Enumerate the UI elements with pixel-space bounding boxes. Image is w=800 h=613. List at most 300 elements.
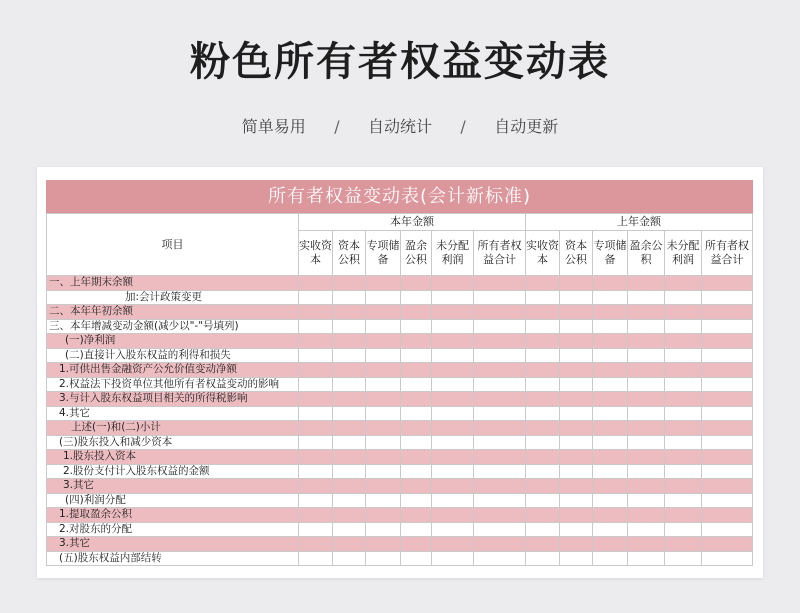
prev-col-header: 专项储备 xyxy=(593,231,628,276)
value-cell[interactable] xyxy=(299,450,333,465)
sheet-banner: 所有者权益变动表(会计新标准) xyxy=(46,180,753,213)
table-row xyxy=(47,290,753,305)
prev-col-header: 盈余公积 xyxy=(628,231,665,276)
value-cell[interactable] xyxy=(702,392,753,407)
value-cell[interactable] xyxy=(593,290,628,305)
value-cell[interactable] xyxy=(702,319,753,334)
cur-col-header: 资本公积 xyxy=(333,231,366,276)
value-cell[interactable] xyxy=(432,435,474,450)
value-cell[interactable] xyxy=(628,522,665,537)
value-cell[interactable] xyxy=(366,319,401,334)
value-cell[interactable] xyxy=(333,363,366,378)
value-cell[interactable] xyxy=(593,348,628,363)
value-cell[interactable] xyxy=(432,493,474,508)
value-cell[interactable] xyxy=(560,363,593,378)
value-cell[interactable] xyxy=(299,493,333,508)
value-cell[interactable] xyxy=(333,479,366,494)
value-cell[interactable] xyxy=(560,435,593,450)
value-cell[interactable] xyxy=(526,392,560,407)
value-cell[interactable] xyxy=(593,450,628,465)
value-cell[interactable] xyxy=(665,305,702,320)
value-cell[interactable] xyxy=(299,377,333,392)
value-cell[interactable] xyxy=(432,290,474,305)
value-cell[interactable] xyxy=(474,319,526,334)
value-cell[interactable] xyxy=(401,421,432,436)
value-cell[interactable] xyxy=(665,392,702,407)
value-cell[interactable] xyxy=(299,319,333,334)
tag-separator: / xyxy=(334,117,340,136)
row-label: 1.提取盈余公积 xyxy=(47,508,299,523)
value-cell[interactable] xyxy=(366,406,401,421)
value-cell[interactable] xyxy=(401,493,432,508)
prev-col-header: 资本公积 xyxy=(560,231,593,276)
value-cell[interactable] xyxy=(628,435,665,450)
value-cell[interactable] xyxy=(593,508,628,523)
feature-tags xyxy=(0,114,800,137)
value-cell[interactable] xyxy=(526,522,560,537)
value-cell[interactable] xyxy=(702,435,753,450)
value-cell[interactable] xyxy=(665,522,702,537)
value-cell[interactable] xyxy=(526,464,560,479)
value-cell[interactable] xyxy=(333,377,366,392)
value-cell[interactable] xyxy=(432,334,474,349)
value-cell[interactable] xyxy=(593,363,628,378)
value-cell[interactable] xyxy=(299,334,333,349)
value-cell[interactable] xyxy=(299,479,333,494)
value-cell[interactable] xyxy=(432,537,474,552)
value-cell[interactable] xyxy=(366,493,401,508)
row-label: 三、本年增减变动金额(减少以"-"号填列) xyxy=(47,319,299,334)
previous-year-header: 上年金额 xyxy=(526,214,753,231)
value-cell[interactable] xyxy=(333,421,366,436)
value-cell[interactable] xyxy=(665,493,702,508)
value-cell[interactable] xyxy=(560,392,593,407)
value-cell[interactable] xyxy=(366,363,401,378)
value-cell[interactable] xyxy=(702,464,753,479)
value-cell[interactable] xyxy=(333,406,366,421)
value-cell[interactable] xyxy=(299,537,333,552)
value-cell[interactable] xyxy=(665,406,702,421)
value-cell[interactable] xyxy=(366,392,401,407)
value-cell[interactable] xyxy=(526,276,560,291)
value-cell[interactable] xyxy=(401,290,432,305)
table-row xyxy=(47,334,753,349)
value-cell[interactable] xyxy=(702,479,753,494)
value-cell[interactable] xyxy=(560,450,593,465)
value-cell[interactable] xyxy=(702,450,753,465)
value-cell[interactable] xyxy=(702,348,753,363)
value-cell[interactable] xyxy=(526,450,560,465)
value-cell[interactable] xyxy=(526,479,560,494)
value-cell[interactable] xyxy=(593,421,628,436)
value-cell[interactable] xyxy=(665,276,702,291)
value-cell[interactable] xyxy=(474,479,526,494)
value-cell[interactable] xyxy=(401,276,432,291)
value-cell[interactable] xyxy=(432,305,474,320)
table-row xyxy=(47,464,753,479)
table-row xyxy=(47,435,753,450)
table-row xyxy=(47,377,753,392)
table-row xyxy=(47,406,753,421)
value-cell[interactable] xyxy=(702,421,753,436)
value-cell[interactable] xyxy=(593,305,628,320)
value-cell[interactable] xyxy=(401,319,432,334)
value-cell[interactable] xyxy=(474,334,526,349)
value-cell[interactable] xyxy=(366,421,401,436)
value-cell[interactable] xyxy=(432,392,474,407)
value-cell[interactable] xyxy=(628,479,665,494)
value-cell[interactable] xyxy=(665,363,702,378)
tag-separator: / xyxy=(460,117,466,136)
value-cell[interactable] xyxy=(474,464,526,479)
row-label: 3.与计入股东权益项目相关的所得税影响 xyxy=(47,392,299,407)
value-cell[interactable] xyxy=(401,305,432,320)
value-cell[interactable] xyxy=(299,392,333,407)
value-cell[interactable] xyxy=(366,435,401,450)
value-cell[interactable] xyxy=(333,305,366,320)
value-cell[interactable] xyxy=(366,464,401,479)
value-cell[interactable] xyxy=(474,290,526,305)
value-cell[interactable] xyxy=(474,435,526,450)
table-row xyxy=(47,493,753,508)
cur-col-header: 所有者权益合计 xyxy=(474,231,526,276)
value-cell[interactable] xyxy=(628,377,665,392)
value-cell[interactable] xyxy=(474,406,526,421)
table-row xyxy=(47,305,753,320)
value-cell[interactable] xyxy=(299,464,333,479)
row-label: 2.权益法下投资单位其他所有者权益变动的影响 xyxy=(47,377,299,392)
tag-auto-update: 自动更新 xyxy=(494,117,559,136)
value-cell[interactable] xyxy=(401,464,432,479)
value-cell[interactable] xyxy=(366,551,401,566)
row-label: 2.对股东的分配 xyxy=(47,522,299,537)
value-cell[interactable] xyxy=(432,276,474,291)
table-row xyxy=(47,363,753,378)
value-cell[interactable] xyxy=(593,464,628,479)
row-label: 3.其它 xyxy=(47,537,299,552)
value-cell[interactable] xyxy=(702,406,753,421)
value-cell[interactable] xyxy=(526,334,560,349)
value-cell[interactable] xyxy=(593,493,628,508)
value-cell[interactable] xyxy=(299,348,333,363)
value-cell[interactable] xyxy=(474,421,526,436)
cur-col-header: 专项储备 xyxy=(366,231,401,276)
row-label: 二、本年年初余额 xyxy=(47,305,299,320)
value-cell[interactable] xyxy=(333,276,366,291)
value-cell[interactable] xyxy=(665,450,702,465)
value-cell[interactable] xyxy=(628,392,665,407)
value-cell[interactable] xyxy=(366,479,401,494)
value-cell[interactable] xyxy=(560,348,593,363)
value-cell[interactable] xyxy=(628,508,665,523)
row-label: 2.股份支付计入股东权益的金额 xyxy=(47,464,299,479)
value-cell[interactable] xyxy=(593,334,628,349)
value-cell[interactable] xyxy=(526,348,560,363)
value-cell[interactable] xyxy=(702,508,753,523)
value-cell[interactable] xyxy=(432,450,474,465)
cur-col-header: 实收资本 xyxy=(299,231,333,276)
table-row xyxy=(47,348,753,363)
value-cell[interactable] xyxy=(560,421,593,436)
value-cell[interactable] xyxy=(665,290,702,305)
value-cell[interactable] xyxy=(702,363,753,378)
value-cell[interactable] xyxy=(401,363,432,378)
value-cell[interactable] xyxy=(526,537,560,552)
value-cell[interactable] xyxy=(432,406,474,421)
value-cell[interactable] xyxy=(593,522,628,537)
value-cell[interactable] xyxy=(474,276,526,291)
value-cell[interactable] xyxy=(628,276,665,291)
value-cell[interactable] xyxy=(628,334,665,349)
value-cell[interactable] xyxy=(432,508,474,523)
row-label: 3.其它 xyxy=(47,479,299,494)
value-cell[interactable] xyxy=(432,348,474,363)
value-cell[interactable] xyxy=(299,435,333,450)
value-cell[interactable] xyxy=(560,537,593,552)
value-cell[interactable] xyxy=(474,522,526,537)
value-cell[interactable] xyxy=(366,290,401,305)
row-label: 一、上年期末余额 xyxy=(47,276,299,291)
value-cell[interactable] xyxy=(560,406,593,421)
value-cell[interactable] xyxy=(366,508,401,523)
current-year-header: 本年金额 xyxy=(299,214,526,231)
prev-col-header: 实收资本 xyxy=(526,231,560,276)
value-cell[interactable] xyxy=(560,319,593,334)
value-cell[interactable] xyxy=(333,450,366,465)
value-cell[interactable] xyxy=(665,435,702,450)
value-cell[interactable] xyxy=(401,537,432,552)
value-cell[interactable] xyxy=(401,435,432,450)
value-cell[interactable] xyxy=(560,334,593,349)
value-cell[interactable] xyxy=(665,479,702,494)
value-cell[interactable] xyxy=(333,551,366,566)
value-cell[interactable] xyxy=(560,551,593,566)
value-cell[interactable] xyxy=(432,551,474,566)
value-cell[interactable] xyxy=(702,290,753,305)
value-cell[interactable] xyxy=(333,493,366,508)
value-cell[interactable] xyxy=(333,435,366,450)
value-cell[interactable] xyxy=(432,522,474,537)
value-cell[interactable] xyxy=(628,406,665,421)
row-label: (四)利润分配 xyxy=(47,493,299,508)
value-cell[interactable] xyxy=(702,305,753,320)
value-cell[interactable] xyxy=(526,290,560,305)
value-cell[interactable] xyxy=(333,508,366,523)
value-cell[interactable] xyxy=(299,522,333,537)
row-label: (二)直接计入股东权益的利得和损失 xyxy=(47,348,299,363)
value-cell[interactable] xyxy=(560,508,593,523)
value-cell[interactable] xyxy=(702,551,753,566)
value-cell[interactable] xyxy=(474,493,526,508)
value-cell[interactable] xyxy=(401,334,432,349)
prev-col-header: 所有者权益合计 xyxy=(702,231,753,276)
value-cell[interactable] xyxy=(665,508,702,523)
value-cell[interactable] xyxy=(432,363,474,378)
value-cell[interactable] xyxy=(526,363,560,378)
value-cell[interactable] xyxy=(665,551,702,566)
table-row xyxy=(47,276,753,291)
row-label: (五)股东权益内部结转 xyxy=(47,551,299,566)
row-label: (三)股东投入和减少资本 xyxy=(47,435,299,450)
value-cell[interactable] xyxy=(702,334,753,349)
value-cell[interactable] xyxy=(432,464,474,479)
value-cell[interactable] xyxy=(474,392,526,407)
value-cell[interactable] xyxy=(333,334,366,349)
value-cell[interactable] xyxy=(333,537,366,552)
value-cell[interactable] xyxy=(593,392,628,407)
value-cell[interactable] xyxy=(665,537,702,552)
value-cell[interactable] xyxy=(526,319,560,334)
row-label: 加:会计政策变更 xyxy=(47,290,299,305)
value-cell[interactable] xyxy=(628,537,665,552)
value-cell[interactable] xyxy=(299,551,333,566)
value-cell[interactable] xyxy=(665,464,702,479)
value-cell[interactable] xyxy=(560,276,593,291)
value-cell[interactable] xyxy=(526,377,560,392)
value-cell[interactable] xyxy=(526,435,560,450)
value-cell[interactable] xyxy=(593,435,628,450)
value-cell[interactable] xyxy=(474,377,526,392)
value-cell[interactable] xyxy=(366,305,401,320)
value-cell[interactable] xyxy=(401,377,432,392)
value-cell[interactable] xyxy=(593,319,628,334)
value-cell[interactable] xyxy=(432,319,474,334)
value-cell[interactable] xyxy=(333,392,366,407)
value-cell[interactable] xyxy=(560,290,593,305)
row-label: 4.其它 xyxy=(47,406,299,421)
table-row xyxy=(47,522,753,537)
value-cell[interactable] xyxy=(299,421,333,436)
value-cell[interactable] xyxy=(593,406,628,421)
value-cell[interactable] xyxy=(593,537,628,552)
value-cell[interactable] xyxy=(628,290,665,305)
value-cell[interactable] xyxy=(366,377,401,392)
value-cell[interactable] xyxy=(526,493,560,508)
value-cell[interactable] xyxy=(526,406,560,421)
value-cell[interactable] xyxy=(401,508,432,523)
value-cell[interactable] xyxy=(432,479,474,494)
value-cell[interactable] xyxy=(702,522,753,537)
value-cell[interactable] xyxy=(560,479,593,494)
table-row xyxy=(47,450,753,465)
value-cell[interactable] xyxy=(299,363,333,378)
value-cell[interactable] xyxy=(333,348,366,363)
row-label: (一)净利润 xyxy=(47,334,299,349)
value-cell[interactable] xyxy=(665,319,702,334)
value-cell[interactable] xyxy=(628,421,665,436)
spreadsheet-preview-card xyxy=(37,167,763,578)
value-cell[interactable] xyxy=(628,450,665,465)
value-cell[interactable] xyxy=(628,319,665,334)
value-cell[interactable] xyxy=(593,377,628,392)
value-cell[interactable] xyxy=(560,522,593,537)
value-cell[interactable] xyxy=(474,551,526,566)
table-row xyxy=(47,421,753,436)
table-row xyxy=(47,537,753,552)
tag-easy: 简单易用 xyxy=(241,117,306,136)
value-cell[interactable] xyxy=(401,406,432,421)
table-row xyxy=(47,508,753,523)
value-cell[interactable] xyxy=(299,290,333,305)
value-cell[interactable] xyxy=(333,290,366,305)
value-cell[interactable] xyxy=(401,479,432,494)
value-cell[interactable] xyxy=(474,363,526,378)
value-cell[interactable] xyxy=(628,493,665,508)
value-cell[interactable] xyxy=(432,421,474,436)
value-cell[interactable] xyxy=(628,305,665,320)
value-cell[interactable] xyxy=(299,406,333,421)
value-cell[interactable] xyxy=(299,305,333,320)
value-cell[interactable] xyxy=(665,334,702,349)
value-cell[interactable] xyxy=(474,508,526,523)
value-cell[interactable] xyxy=(665,421,702,436)
value-cell[interactable] xyxy=(628,551,665,566)
value-cell[interactable] xyxy=(560,493,593,508)
value-cell[interactable] xyxy=(628,363,665,378)
value-cell[interactable] xyxy=(628,348,665,363)
value-cell[interactable] xyxy=(333,319,366,334)
value-cell[interactable] xyxy=(702,377,753,392)
row-label: 1.可供出售金融资产公允价值变动净额 xyxy=(47,363,299,378)
value-cell[interactable] xyxy=(560,377,593,392)
value-cell[interactable] xyxy=(526,305,560,320)
value-cell[interactable] xyxy=(333,522,366,537)
equity-table xyxy=(46,213,753,566)
value-cell[interactable] xyxy=(366,334,401,349)
item-header: 项目 xyxy=(47,214,299,276)
value-cell[interactable] xyxy=(401,551,432,566)
value-cell[interactable] xyxy=(366,537,401,552)
value-cell[interactable] xyxy=(560,464,593,479)
value-cell[interactable] xyxy=(299,508,333,523)
value-cell[interactable] xyxy=(366,450,401,465)
value-cell[interactable] xyxy=(628,464,665,479)
cur-col-header: 未分配利润 xyxy=(432,231,474,276)
value-cell[interactable] xyxy=(665,377,702,392)
value-cell[interactable] xyxy=(702,493,753,508)
table-row xyxy=(47,392,753,407)
value-cell[interactable] xyxy=(401,392,432,407)
value-cell[interactable] xyxy=(366,522,401,537)
value-cell[interactable] xyxy=(474,305,526,320)
value-cell[interactable] xyxy=(526,551,560,566)
value-cell[interactable] xyxy=(526,421,560,436)
value-cell[interactable] xyxy=(366,348,401,363)
value-cell[interactable] xyxy=(702,537,753,552)
value-cell[interactable] xyxy=(401,522,432,537)
value-cell[interactable] xyxy=(665,348,702,363)
page-title: 粉色所有者权益变动表 xyxy=(190,39,610,85)
value-cell[interactable] xyxy=(333,464,366,479)
table-row xyxy=(47,551,753,566)
value-cell[interactable] xyxy=(526,508,560,523)
value-cell[interactable] xyxy=(474,537,526,552)
equity-sheet xyxy=(46,180,753,566)
prev-col-header: 未分配利润 xyxy=(665,231,702,276)
value-cell[interactable] xyxy=(474,348,526,363)
value-cell[interactable] xyxy=(702,276,753,291)
value-cell[interactable] xyxy=(593,479,628,494)
value-cell[interactable] xyxy=(299,276,333,291)
value-cell[interactable] xyxy=(474,450,526,465)
value-cell[interactable] xyxy=(366,276,401,291)
value-cell[interactable] xyxy=(593,276,628,291)
value-cell[interactable] xyxy=(560,305,593,320)
value-cell[interactable] xyxy=(401,450,432,465)
value-cell[interactable] xyxy=(401,348,432,363)
value-cell[interactable] xyxy=(432,377,474,392)
value-cell[interactable] xyxy=(593,551,628,566)
